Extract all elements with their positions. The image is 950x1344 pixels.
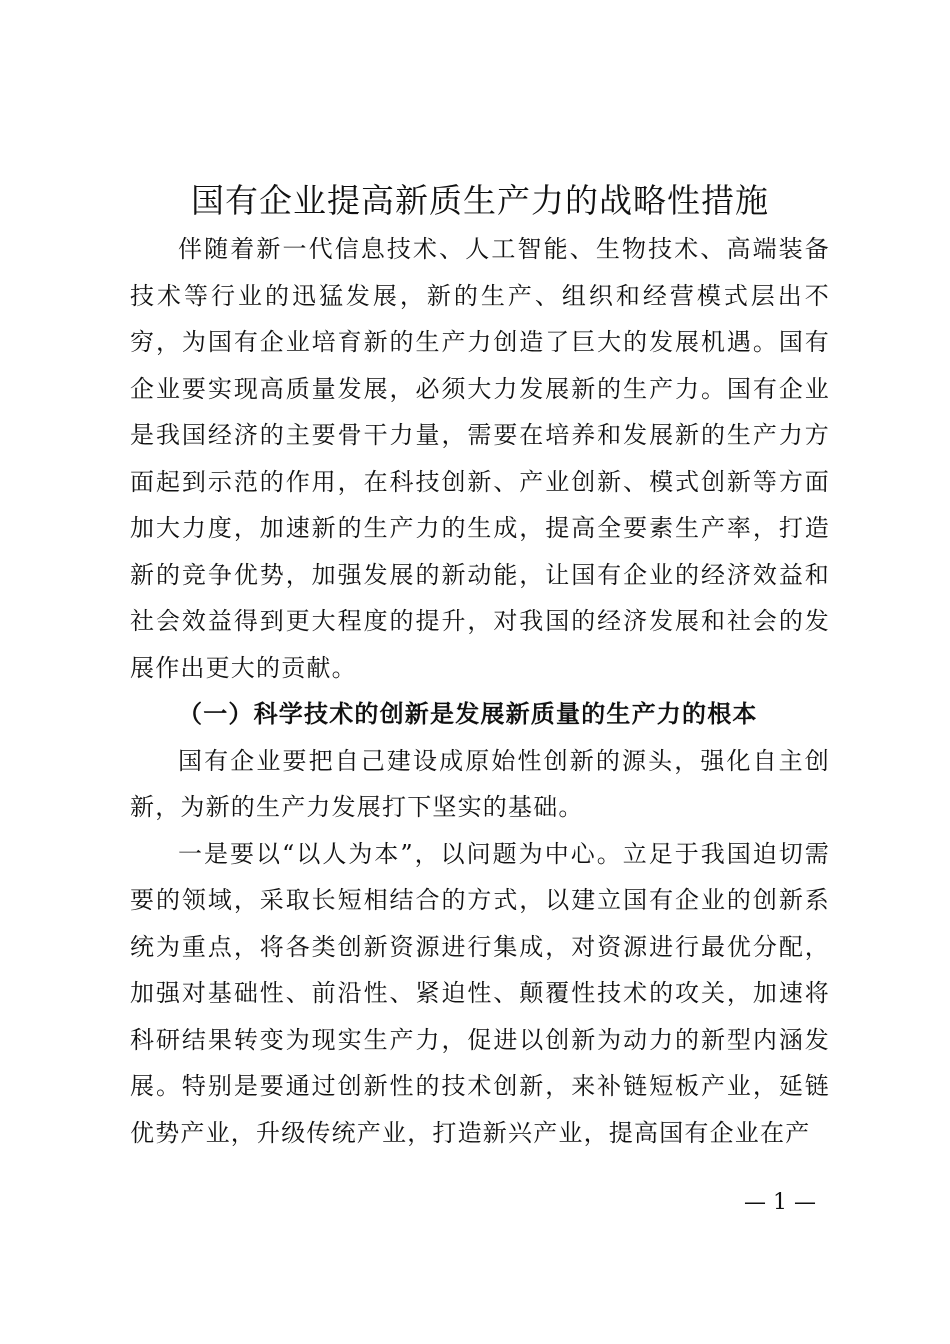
document-body xyxy=(130,226,830,1156)
section-heading: （一）科学技术的创新是发展新质量的生产力的根本 xyxy=(178,699,758,728)
paragraph-original-innovation: 国有企业要把自己建设成原始性创新的源头，强化自主创新，为新的生产力发展打下坚实的基础。 xyxy=(130,746,830,821)
paragraph-people-oriented: 一是要以“以人为本”，以问题为中心。立足于我国迫切需要的领域，采取长短相结合的方式，以建立国有企业的创新系统为重点，将各类创新资源进行集成，对资源进行最优分配，加强对基础性、前沿性、紧迫性、颠覆性技术的攻关，加速将科研结果转变为现实生产力，促进以创新为动力的新型内涵发展。特别是要通过创新性的技术创新，来补链短板产业，延链优势产业，升级传统产业，打造新兴产业，提高国有企业在产 xyxy=(130,839,830,1147)
document-title: 国有企业提高新质生产力的战略性措施 xyxy=(191,181,769,220)
paragraph-intro: 伴随着新一代信息技术、人工智能、生物技术、高端装备技术等行业的迅猛发展，新的生产、组织和经营模式层出不穷，为国有企业培育新的生产力创造了巨大的发展机遇。国有企业要实现高质量发展，必须大力发展新的生产力。国有企业是我国经济的主要骨干力量，需要在培养和发展新的生产力方面起到示范的作用，在科技创新、产业创新、模式创新等方面加大力度，加速新的生产力的生成，提高全要素生产率，打造新的竞争优势，加强发展的新动能，让国有企业的经济效益和社会效益得到更大程度的提升，对我国的经济发展和社会的发展作出更大的贡献。 xyxy=(130,235,830,682)
page-number: — 1 — xyxy=(744,1190,816,1215)
